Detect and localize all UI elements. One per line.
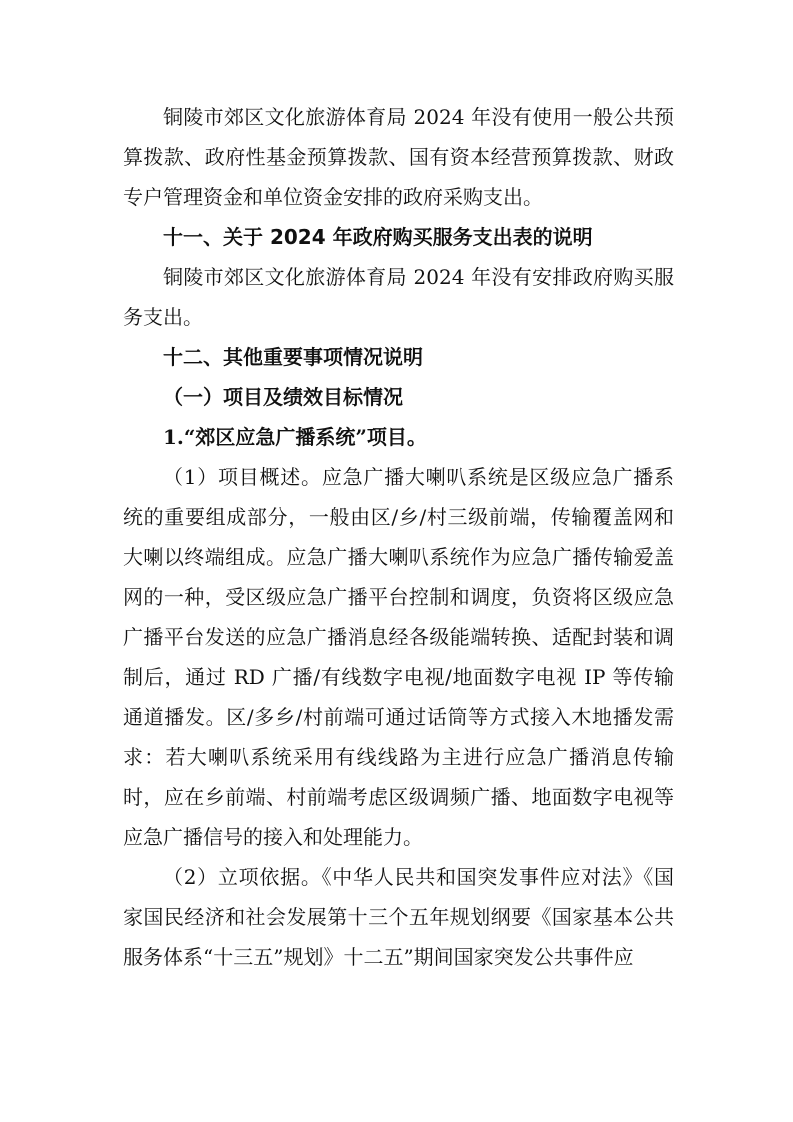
- paragraph-project-basis: （2）立项依据。《中华人民共和国突发事件应对法》《国家国民经济和社会发展第十三个五年规划纲要《国家基本公共服务体系“十三五”规划》十二五”期间国家突发公共事件应: [123, 865, 674, 969]
- document-body: [123, 97, 674, 977]
- paragraph-project-overview: （1）项目概述。应急广播大喇叭系统是区级应急广播系统的重要组成部分，一般由区/乡/村三级前端，传输覆盖网和大喇以终端组成。应急广播大喇叭系统作为应急广播传输爱盖网的一种，受区级应急广播平台控制和调度，负资将区级应急广播平台发送的应急广播消息经各级能端转换、适配封装和调制后，通过 RD 广播/有线数字电视/地面数字电视 IP 等传输通道播发。区/多乡/村前端可通过话筒等方式接入木地播发需求：若大喇叭系统采用有线线路为主进行应急广播消息传输时，应在乡前端、村前端考虑区级调频广播、地面数字电视等应急广播信号的接入和处理能力。: [123, 465, 674, 849]
- project-title: 1.“郊区应急广播系统”项目。: [163, 425, 427, 449]
- section-heading-eleven: 十一、关于 2024 年政府购买服务支出表的说明: [163, 225, 593, 249]
- subsection-heading-projects: （一）项目及绩效目标情况: [163, 385, 403, 409]
- paragraph-procurement-note: 铜陵市郊区文化旅游体育局 2024 年没有使用一般公共预算拨款、政府性基金预算拨款、国有资本经营预算拨款、财政专户管理资金和单位资金安排的政府采购支出。: [123, 105, 674, 209]
- paragraph-service-purchase-note: 铜陵市郊区文化旅游体育局 2024 年没有安排政府购买服务支出。: [123, 265, 674, 329]
- section-heading-twelve: 十二、其他重要事项情况说明: [163, 345, 423, 369]
